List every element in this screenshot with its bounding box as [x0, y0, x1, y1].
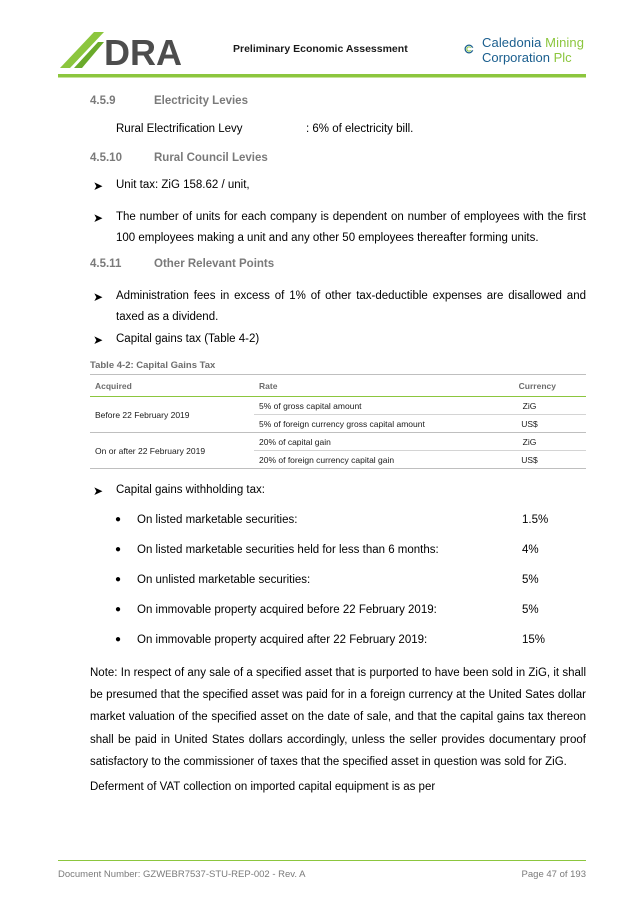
bullet-text: Capital gains tax (Table 4-2) — [116, 333, 260, 345]
acquired-cell: On or after 22 February 2019 — [90, 433, 254, 469]
dra-logo — [60, 30, 200, 70]
withholding-item-value: 15% — [522, 634, 546, 646]
arrow-bullet-icon: ➤ — [93, 290, 104, 304]
page-number: Page 47 of 193 — [521, 869, 586, 880]
withholding-title: Capital gains withholding tax: — [116, 484, 265, 496]
withholding-item-label: On unlisted marketable securities: — [137, 574, 311, 586]
rate-cell: 5% of gross capital amount — [254, 397, 468, 415]
withholding-item-label: On immovable property acquired before 22 February 2019: — [137, 604, 437, 616]
caledonia-logo-icon — [454, 34, 484, 64]
bullet-text: Administration fees in excess of 1% of other tax-deductible expenses are disallowed and taxed as a dividend. — [116, 290, 586, 323]
note-paragraph: Note: In respect of any sale of a specified asset that is purported to have been sold in ZiG, it shall be presumed that the specified asset was paid for in a foreign currency at the United Sates dollar market valuation of the specified asset on the date of sale, and that the capital gains tax thereon shall be paid in United States dollars accordingly, unless the seller provides documentary proof satisfactory to the commissioner of taxes that the specified asset in question was sold for ZiG. — [90, 667, 586, 768]
withholding-item-value: 1.5% — [522, 514, 549, 526]
svg-text:DRA: DRA — [104, 32, 182, 70]
column-header-rate: Rate — [254, 375, 468, 397]
currency-cell: ZiG — [468, 397, 586, 415]
dot-bullet-icon: ● — [115, 634, 122, 645]
withholding-item-value: 5% — [522, 604, 539, 616]
rate-cell: 20% of capital gain — [254, 433, 468, 451]
table-row — [90, 397, 586, 415]
rate-cell: 20% of foreign currency capital gain — [254, 451, 468, 469]
document-number: Document Number: GZWEBR7537-STU-REP-002 - Rev. A — [58, 869, 306, 880]
footer-divider — [58, 860, 586, 861]
table-row — [90, 433, 586, 451]
rate-cell: 5% of foreign currency gross capital amount — [254, 415, 468, 433]
table-caption: Table 4-2: Capital Gains Tax — [90, 360, 216, 371]
currency-cell: US$ — [468, 415, 586, 433]
section-heading-4-5-10: 4.5.10 Rural Council Levies — [90, 152, 268, 164]
currency-cell: US$ — [468, 451, 586, 469]
bullet-text: Unit tax: ZiG 158.62 / unit, — [116, 179, 250, 191]
bullet-text: The number of units for each company is dependent on number of employees with the first 100 employees making a unit and any other 50 employees thereafter forming units. — [116, 211, 586, 244]
document-title: Preliminary Economic Assessment — [233, 43, 408, 55]
header-divider-shadow — [58, 77, 586, 78]
withholding-item-label: On listed marketable securities: — [137, 514, 298, 526]
section-heading-4-5-11: 4.5.11 Other Relevant Points — [90, 258, 275, 270]
electricity-levy-value: : 6% of electricity bill. — [306, 123, 414, 135]
page-header — [0, 0, 644, 80]
section-heading-4-5-9: 4.5.9 Electricity Levies — [90, 95, 248, 107]
dot-bullet-icon: ● — [115, 514, 122, 525]
caledonia-logo-line1: Caledonia Mining — [482, 35, 585, 50]
withholding-item-label: On immovable property acquired after 22 February 2019: — [137, 634, 428, 646]
currency-cell: ZiG — [468, 433, 586, 451]
withholding-item-value: 4% — [522, 544, 539, 556]
withholding-item-label: On listed marketable securities held for less than 6 months: — [137, 544, 439, 556]
caledonia-logo-line2: Corporation Plc — [482, 50, 572, 65]
acquired-cell: Before 22 February 2019 — [90, 397, 254, 433]
arrow-bullet-icon: ➤ — [93, 211, 104, 225]
table-header-row — [90, 375, 586, 397]
dot-bullet-icon: ● — [115, 574, 122, 585]
dot-bullet-icon: ● — [115, 544, 122, 555]
arrow-bullet-icon: ➤ — [93, 333, 104, 347]
arrow-bullet-icon: ➤ — [93, 179, 104, 193]
arrow-bullet-icon: ➤ — [93, 484, 104, 498]
capital-gains-table — [90, 374, 586, 469]
withholding-item-value: 5% — [522, 574, 539, 586]
column-header-currency: Currency — [468, 375, 586, 397]
column-header-acquired: Acquired — [90, 375, 254, 397]
deferment-paragraph: Deferment of VAT collection on imported capital equipment is as per — [90, 781, 436, 793]
dot-bullet-icon: ● — [115, 604, 122, 615]
electricity-levy-label: Rural Electrification Levy — [116, 123, 243, 135]
